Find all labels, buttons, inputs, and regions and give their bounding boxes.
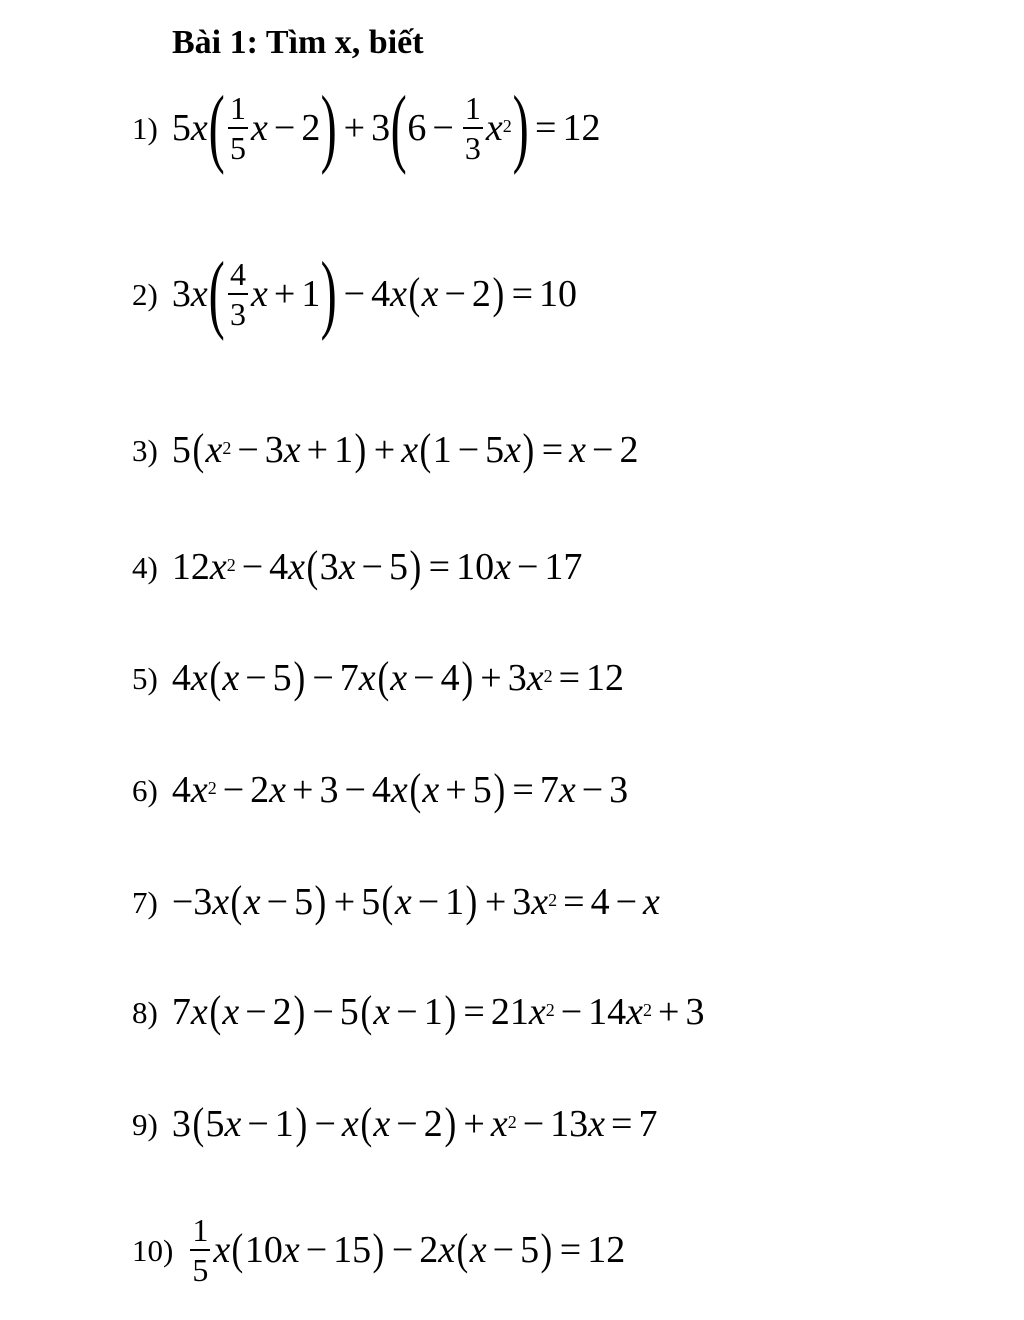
problem-number: 2) xyxy=(132,276,158,312)
equation: 4 x $^2$ − 2 x + 3 − 4 x ( x + 5 ) = 7 x − 3 xyxy=(171,765,629,814)
problem-number: 3) xyxy=(132,432,158,468)
equation: 12 x $^2$ − 4 x ( 3 x − 5 ) = 10 x − 17 xyxy=(171,542,583,591)
problem-5 xyxy=(132,653,625,702)
equation: 3 ( 5 x − 1 ) − x ( x − 2 ) + x $^2$ − 13 x = 7 xyxy=(171,1099,658,1148)
problem-1 xyxy=(132,78,601,176)
problem-7 xyxy=(132,877,660,926)
equation: 5 x ( $\frac{1}{5}$ x − 2 ) + 3 ( 6 − $\frac{1}{3}$ x $^2$ ) = 12 xyxy=(171,78,601,176)
problem-number: 8) xyxy=(132,994,158,1030)
problem-number: 10) xyxy=(132,1232,174,1268)
equation: 5 ( x $^2$ − 3 x + 1 ) + x ( 1 − 5 x ) = x − 2 xyxy=(171,425,639,474)
equation: 3 x ( $\frac{4}{3}$ x + 1 ) − 4 x ( x − 2 ) = 10 xyxy=(171,244,578,342)
problem-number: 1) xyxy=(132,110,158,146)
problem-10 xyxy=(132,1214,625,1286)
problem-9 xyxy=(132,1099,658,1148)
problem-6 xyxy=(132,765,629,814)
equation: 7 x ( x − 2 ) − 5 ( x − 1 ) = 21 x $^2$ − 14 x $^2$ + 3 xyxy=(171,987,705,1036)
equation: −3 x ( x − 5 ) + 5 ( x − 1 ) + 3 x $^2$ = 4 − x xyxy=(171,877,660,926)
equation: 4 x ( x − 5 ) − 7 x ( x − 4 ) + 3 x $^2$ = 12 xyxy=(171,653,625,702)
problem-8 xyxy=(132,987,705,1036)
problem-number: 9) xyxy=(132,1106,158,1142)
problem-2 xyxy=(132,244,578,342)
equation: $\frac{1}{5}$ x ( 10 x − 15 ) − 2 x ( x − 5 ) = 12 xyxy=(192,1212,626,1288)
problem-3 xyxy=(132,425,639,474)
problem-number: 7) xyxy=(132,884,158,920)
problem-number: 4) xyxy=(132,549,158,585)
problem-4 xyxy=(132,542,583,591)
exercise-title: Bài 1: Tìm x, biết xyxy=(172,24,424,61)
problem-number: 6) xyxy=(132,772,158,808)
problem-number: 5) xyxy=(132,660,158,696)
